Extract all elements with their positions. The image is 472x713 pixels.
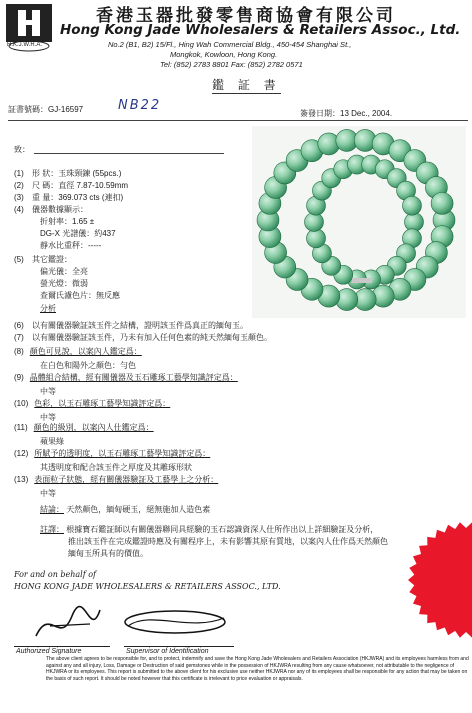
item-num: (11) [14,423,28,432]
chelsea-label: 查爾氏濾色片： [40,291,96,300]
jade-bead [405,213,424,232]
polar-label: 偏光儀： [40,267,72,276]
detail-answer: 中等 [40,489,56,498]
detail-answer: 中等 [40,413,56,422]
supervisor-signature-mark [120,602,230,642]
signature-line-right [124,646,234,647]
detail-question-row [14,422,154,433]
analysis-heading: 分析 [40,304,56,313]
detail-answer: 其透明度和配合該玉件之厚度及其雕琢形狀 [40,463,192,472]
certificate-title: 鑑 証 書 [212,78,281,92]
conclusion-label: 結論： [40,505,64,514]
for-behalf: For and on behalf of [14,570,97,579]
signature-line-left [14,646,110,647]
detail-question: 顏色的級別，以案內人仕鑑定爲： [33,423,154,432]
item-num: (6) [14,321,24,330]
jade-bead [305,213,324,232]
date-label: 簽發日期： [300,109,340,118]
detail-answer: 在白色和陽外之顏色：勻色 [40,361,136,370]
item-num: (8) [14,347,24,356]
detail-question: 所賦予的透明度，以玉石雕琢工藝學知識評定爲： [34,449,211,458]
detail-question: 晶體組合結構，經有關儀器及玉石雕琢工藝學知識評定爲： [29,373,238,382]
contact-line: Tel: (852) 2783 8801 Fax: (852) 2782 0571 [160,60,303,69]
authorized-signature-mark [30,596,120,650]
instrument-label: 儀器數據顯示： [32,205,89,214]
detail-question-row [14,474,218,485]
remark-label: 註譯： [40,525,64,534]
handwritten-code: NB22 [118,98,162,113]
ri-value: 1.65 ± [72,217,95,226]
item-label: 尺 碼： [32,181,59,190]
item-num: (3) [14,193,24,202]
conclusion-text: 天然顏色，緬甸硬玉，絕無施加人造色素 [66,505,211,514]
org-name-chinese: 香港玉器批發零售商協會有限公司 [96,6,396,26]
jade-necklace-photo [252,126,466,318]
sg-value: ----- [88,241,102,250]
address-line-1: No.2 (B1, B2) 15/Fl., Hing Wah Commercial Bldg., 450-454 Shanghai St., [108,40,352,49]
attn-label: 致： [14,145,30,154]
item-num: (5) [14,255,24,264]
necklace-clasp [352,278,372,283]
polar-value: 全亮 [72,267,88,276]
detail-question-row [14,448,210,459]
authorized-label: Authorized Signature [16,648,82,655]
item-num: (12) [14,449,29,458]
item-num: (9) [14,373,24,382]
detail-question-row [14,346,142,357]
association-logo [4,2,54,56]
detail-answer: 中等 [40,387,56,396]
issue-date: 13 Dec., 2004. [340,109,393,118]
detail-question: 色彩，以玉石雕琢工藝學知識評定爲： [34,399,171,408]
fluor-value: 微弱 [72,279,88,288]
jade-bead [307,229,326,248]
item-num: (2) [14,181,24,190]
logo-text: H.K.J.W.R.A. [7,42,43,48]
dgx-label: DG-X 光譜儀： [40,229,95,238]
remark-line-1: 根據寶石鑑証師以有關儀器聯同具經驗的玉石認識資深人仕所作出以上詳細驗証及分析， [66,525,379,534]
address-line-2: Mongkok, Kowloon, Hong Kong. [170,50,278,59]
seal-shape [408,522,472,637]
item-num: (10) [14,399,29,408]
item-label: 形 狀： [32,169,59,178]
statement-text: 以有關儀器驗証該玉件，乃未有加入任何色素的純天然緬甸玉顏色。 [32,333,273,342]
detail-question-row [14,398,170,409]
item-value: 玉珠頸鍊 (55pcs.) [58,169,122,178]
divider [8,120,468,121]
item-num: (13) [14,475,29,484]
item-value: 369.073 cts (連扣) [58,193,124,202]
detail-answer: 蘋果綠 [40,437,64,446]
item-num: (4) [14,205,24,214]
others-label: 其它鑑證： [32,255,73,264]
supervisor-label: Supervisor of Identification [126,648,209,655]
item-num: (7) [14,333,24,342]
sg-label: 靜水比重秤： [40,241,88,250]
attn-line [34,153,224,154]
org-name-signature: HONG KONG JADE WHOLESALERS & RETAILERS ASSOC., LTD. [14,582,281,591]
org-name-english: Hong Kong Jade Wholesalers & Retailers Assoc., Ltd. [60,22,461,38]
remark-line-3: 緬甸玉所具有的價值。 [68,549,148,558]
item-value: 直徑 7.87-10.59mm [58,181,129,190]
item-label: 重 量： [32,193,59,202]
ri-label: 折射率： [40,217,72,226]
red-seal [400,520,472,640]
chelsea-value: 無反應 [96,291,120,300]
fluor-label: 螢光燈： [40,279,72,288]
jade-bead [431,192,453,214]
cert-no-label: 証書號碼： [8,105,48,114]
item-num: (1) [14,169,24,178]
detail-question-row [14,372,238,383]
disclaimer-text: The above client agrees to be responsible for, and to protect, indemnify and save the Hong Kong Jade Wholesalers and Retailers Association (HKJWRA) and its employees harmless from and against any and all injury, Loss, Damage or Destruction of said gemstones while in the possession of HKJWRA resulting from any cause whatsoever, not attributable to the negligence of HKJWRA or its employees. This report is submitted to the above client for his exclusive use neither HKJWRA nor any of its employees shall be responsible for any action that may be taken on the basis of such report. It should be noted however that this certificate is irrelevant to price evaluation or appraisals. [46,656,469,682]
detail-question: 顏色可見說，以案內人鑑定爲： [29,347,142,356]
statement-text: 以有關儀器驗証該玉件之結構，證明該玉件爲真正的緬甸玉。 [32,321,249,330]
jade-bead [402,196,421,215]
detail-question: 表面粒子狀態，經有關儀器驗証及工藝學上之分析： [34,475,219,484]
dgx-value: 約437 [94,229,116,238]
cert-no: GJ-16597 [48,105,84,114]
remark-line-2: 推出該玉件在完成鑑證時應及有關程序上，未有影響其原有質地，以案內人仕作爲天然顏色 [68,537,388,546]
